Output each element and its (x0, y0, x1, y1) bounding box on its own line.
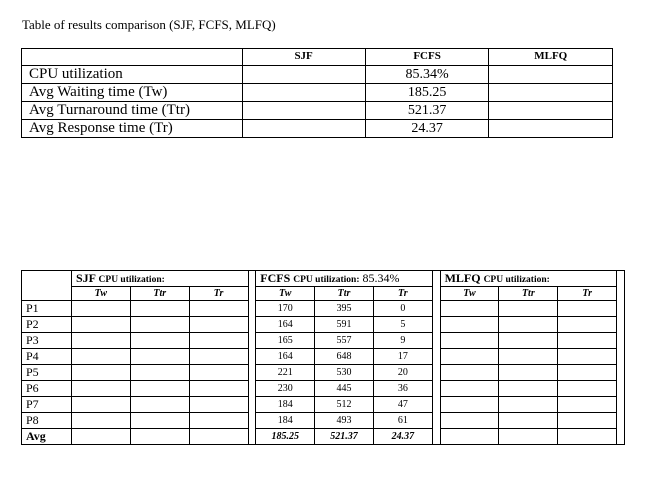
fcfs-cell: 0 (373, 301, 432, 317)
sjf-cell (71, 349, 130, 365)
summary-row-label: CPU utilization (22, 66, 243, 84)
summary-row-label: Avg Turnaround time (Ttr) (22, 102, 243, 120)
mlfq-cell (558, 397, 617, 413)
detail-subheader-tw: Tw (71, 287, 130, 301)
summary-row-label: Avg Response time (Tr) (22, 120, 243, 138)
sjf-cell (189, 413, 248, 429)
avg-row (22, 429, 625, 445)
table-row (22, 381, 625, 397)
mlfq-cell (558, 317, 617, 333)
detail-gap-column (617, 271, 625, 445)
detail-group-sjf (71, 271, 248, 287)
mlfq-cell (499, 413, 558, 429)
fcfs-cell: 9 (373, 333, 432, 349)
process-label: P7 (22, 397, 72, 413)
summary-cell-fcfs: 24.37 (365, 120, 489, 138)
summary-cell-fcfs: 185.25 (365, 84, 489, 102)
sjf-cell (130, 333, 189, 349)
sjf-cell (130, 317, 189, 333)
summary-cell-mlfq (489, 66, 613, 84)
process-label: P6 (22, 381, 72, 397)
mlfq-cell (558, 413, 617, 429)
summary-cell-sjf (242, 66, 365, 84)
fcfs-cell: 530 (315, 365, 374, 381)
fcfs-cell: 648 (315, 349, 374, 365)
detail-subheader-tw: Tw (256, 287, 315, 301)
summary-row-cpu (22, 66, 613, 84)
table-row (22, 365, 625, 381)
mlfq-avg-cell (558, 429, 617, 445)
detail-gap-column (432, 271, 440, 445)
detail-subheader-row (22, 287, 625, 301)
sjf-cell (130, 301, 189, 317)
summary-cell-mlfq (489, 102, 613, 120)
detail-subheader-tr: Tr (558, 287, 617, 301)
detail-group-util-label: CPU utilization: (98, 275, 165, 285)
detail-group-util-label: CPU utilization: (483, 275, 550, 285)
sjf-cell (189, 333, 248, 349)
process-label: P5 (22, 365, 72, 381)
summary-header-row (22, 49, 613, 66)
summary-cell-sjf (242, 120, 365, 138)
fcfs-cell: 5 (373, 317, 432, 333)
sjf-cell (71, 365, 130, 381)
summary-cell-mlfq (489, 120, 613, 138)
process-label: P1 (22, 301, 72, 317)
mlfq-cell (499, 397, 558, 413)
detail-subheader-tw: Tw (440, 287, 499, 301)
fcfs-avg-cell: 521.37 (315, 429, 374, 445)
summary-row-response (22, 120, 613, 138)
mlfq-cell (499, 381, 558, 397)
sjf-cell (71, 333, 130, 349)
fcfs-cell: 170 (256, 301, 315, 317)
sjf-cell (71, 317, 130, 333)
fcfs-cell: 17 (373, 349, 432, 365)
detail-group-util-value: 85.34% (362, 271, 400, 285)
summary-header-fcfs: FCFS (365, 49, 489, 66)
sjf-avg-cell (130, 429, 189, 445)
summary-cell-mlfq (489, 84, 613, 102)
process-label: P3 (22, 333, 72, 349)
fcfs-cell: 184 (256, 397, 315, 413)
fcfs-avg-cell: 24.37 (373, 429, 432, 445)
mlfq-cell (499, 333, 558, 349)
sjf-avg-cell (189, 429, 248, 445)
sjf-cell (130, 397, 189, 413)
table-row (22, 397, 625, 413)
table-row (22, 349, 625, 365)
detail-group-name: MLFQ (444, 271, 481, 285)
detail-corner-cell (22, 271, 72, 301)
fcfs-avg-cell: 185.25 (256, 429, 315, 445)
detail-group-mlfq (440, 271, 617, 287)
mlfq-cell (440, 397, 499, 413)
sjf-cell (189, 365, 248, 381)
detail-gap-column (248, 271, 256, 445)
summary-header-empty (22, 49, 243, 66)
summary-cell-sjf (242, 102, 365, 120)
detail-subheader-tr: Tr (373, 287, 432, 301)
mlfq-cell (440, 317, 499, 333)
summary-row-waiting (22, 84, 613, 102)
summary-cell-sjf (242, 84, 365, 102)
sjf-cell (189, 317, 248, 333)
mlfq-cell (558, 349, 617, 365)
summary-row-turnaround (22, 102, 613, 120)
mlfq-cell (440, 301, 499, 317)
summary-cell-fcfs: 85.34% (365, 66, 489, 84)
sjf-cell (71, 397, 130, 413)
sjf-cell (189, 301, 248, 317)
mlfq-cell (440, 413, 499, 429)
fcfs-cell: 36 (373, 381, 432, 397)
table-row (22, 333, 625, 349)
process-label: P4 (22, 349, 72, 365)
mlfq-cell (499, 365, 558, 381)
avg-label: Avg (22, 429, 72, 445)
table-row (22, 413, 625, 429)
mlfq-cell (440, 365, 499, 381)
detail-subheader-tr: Tr (189, 287, 248, 301)
detail-group-name: SJF (75, 271, 96, 285)
sjf-cell (130, 365, 189, 381)
fcfs-cell: 445 (315, 381, 374, 397)
fcfs-cell: 61 (373, 413, 432, 429)
sjf-cell (71, 301, 130, 317)
summary-table (21, 48, 613, 138)
fcfs-cell: 512 (315, 397, 374, 413)
detail-group-name: FCFS (260, 271, 291, 285)
mlfq-cell (558, 365, 617, 381)
mlfq-cell (499, 301, 558, 317)
sjf-cell (189, 397, 248, 413)
fcfs-cell: 164 (256, 317, 315, 333)
sjf-cell (71, 413, 130, 429)
sjf-cell (189, 381, 248, 397)
mlfq-cell (499, 349, 558, 365)
fcfs-cell: 20 (373, 365, 432, 381)
sjf-cell (71, 381, 130, 397)
detail-subheader-ttr: Ttr (315, 287, 374, 301)
detail-table (21, 270, 625, 445)
table-row (22, 301, 625, 317)
detail-subheader-ttr: Ttr (499, 287, 558, 301)
mlfq-cell (558, 301, 617, 317)
detail-subheader-ttr: Ttr (130, 287, 189, 301)
sjf-cell (189, 349, 248, 365)
fcfs-cell: 557 (315, 333, 374, 349)
sjf-avg-cell (71, 429, 130, 445)
fcfs-cell: 165 (256, 333, 315, 349)
fcfs-cell: 493 (315, 413, 374, 429)
mlfq-avg-cell (499, 429, 558, 445)
mlfq-cell (558, 381, 617, 397)
detail-group-fcfs (256, 271, 433, 287)
summary-cell-fcfs: 521.37 (365, 102, 489, 120)
mlfq-cell (440, 349, 499, 365)
summary-header-mlfq: MLFQ (489, 49, 613, 66)
fcfs-cell: 395 (315, 301, 374, 317)
mlfq-cell (558, 333, 617, 349)
fcfs-cell: 230 (256, 381, 315, 397)
detail-group-row (22, 271, 625, 287)
fcfs-cell: 221 (256, 365, 315, 381)
mlfq-cell (499, 317, 558, 333)
sjf-cell (130, 413, 189, 429)
fcfs-cell: 184 (256, 413, 315, 429)
process-label: P8 (22, 413, 72, 429)
fcfs-cell: 47 (373, 397, 432, 413)
document-title: Table of results comparison (SJF, FCFS, MLFQ) (22, 17, 276, 32)
table-row (22, 317, 625, 333)
process-label: P2 (22, 317, 72, 333)
fcfs-cell: 164 (256, 349, 315, 365)
mlfq-cell (440, 333, 499, 349)
mlfq-cell (440, 381, 499, 397)
fcfs-cell: 591 (315, 317, 374, 333)
mlfq-avg-cell (440, 429, 499, 445)
summary-row-label: Avg Waiting time (Tw) (22, 84, 243, 102)
summary-header-sjf: SJF (242, 49, 365, 66)
detail-group-util-label: CPU utilization: (293, 275, 360, 285)
sjf-cell (130, 349, 189, 365)
sjf-cell (130, 381, 189, 397)
